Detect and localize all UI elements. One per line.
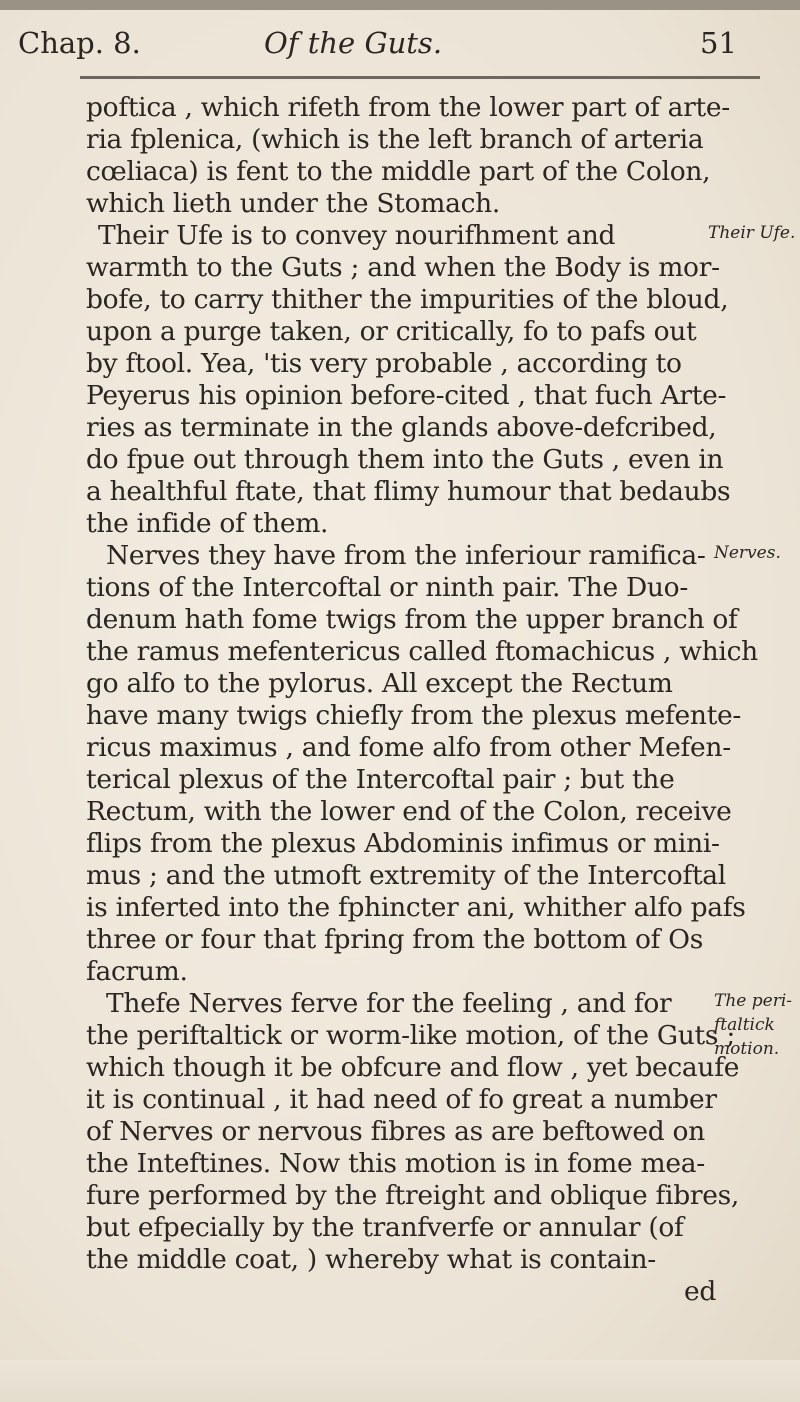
text-line: by ftool. Yea, 'tis very probable , according to [86, 348, 682, 379]
text-line: the infide of them. [86, 508, 329, 539]
text-line: the periftaltick or worm-like motion, of the Guts ; [86, 1020, 735, 1051]
page-bottom-edge [0, 1360, 800, 1402]
chapter-label: Chap. 8. [18, 26, 141, 60]
margin-note: Nerves. [714, 543, 781, 563]
text-line: bofe, to carry thither the impurities of the bloud, [86, 284, 729, 315]
margin-note: ftaltick [714, 1015, 775, 1035]
text-line: which lieth under the Stomach. [86, 188, 501, 219]
text-line: of Nerves or nervous fibres as are beftowed on [86, 1116, 705, 1147]
running-header [12, 12, 772, 72]
text-line: mus ; and the utmoft extremity of the Intercoftal [86, 860, 726, 891]
text-line: upon a purge taken, or critically, fo to pafs out [86, 316, 697, 347]
text-line: but efpecially by the tranfverfe or annular (of [86, 1212, 684, 1243]
text-line: warmth to the Guts ; and when the Body is mor- [86, 252, 720, 283]
text-line: it is continual , it had need of fo great a number [86, 1084, 717, 1115]
text-line: do fpue out through them into the Guts , even in [86, 444, 724, 475]
margin-note: motion. [714, 1039, 780, 1059]
text-line: Peyerus his opinion before-cited , that fuch Arte- [86, 380, 727, 411]
margin-note: Their Ufe. [708, 223, 796, 243]
text-line: Thefe Nerves ferve for the feeling , and for [106, 988, 672, 1019]
text-line: ria fplenica, (which is the left branch of arteria [86, 124, 704, 155]
text-line: cœliaca) is fent to the middle part of the Colon, [86, 156, 711, 187]
text-line: is inferted into the fphincter ani, whither alfo pafs [86, 892, 746, 923]
text-line: ries as terminate in the glands above-defcribed, [86, 412, 717, 443]
page-top-edge [0, 0, 800, 10]
text-line: terical plexus of the Intercoftal pair ; but the [86, 764, 675, 795]
catchword: ed [684, 1276, 717, 1307]
header-rule [80, 76, 760, 79]
text-line: tions of the Intercoftal or ninth pair. The Duo- [86, 572, 688, 603]
text-line: flips from the plexus Abdominis infimus or mini- [86, 828, 720, 859]
text-line: a healthful ftate, that flimy humour that bedaubs [86, 476, 731, 507]
text-line: the ramus mefentericus called ftomachicus , which [86, 636, 758, 667]
text-line: Their Ufe is to convey nourifhment and [98, 220, 616, 251]
text-line: Nerves they have from the inferiour ramifica- [106, 540, 706, 571]
text-line: the middle coat, ) whereby what is contain- [86, 1244, 656, 1275]
text-line: denum hath fome twigs from the upper branch of [86, 604, 738, 635]
text-line: ricus maximus , and fome alfo from other Mefen- [86, 732, 731, 763]
text-line: fure performed by the ftreight and oblique fibres, [86, 1180, 740, 1211]
text-line: poftica , which rifeth from the lower part of arte- [86, 92, 730, 123]
text-line: which though it be obfcure and flow , yet becaufe [86, 1052, 740, 1083]
text-line: go alfo to the pylorus. All except the Rectum [86, 668, 673, 699]
margin-note: The peri- [714, 991, 793, 1011]
running-title: Of the Guts. [264, 26, 443, 60]
text-line: three or four that fpring from the bottom of Os [86, 924, 704, 955]
page-number: 51 [700, 26, 737, 60]
text-line: facrum. [86, 956, 188, 987]
text-line: have many twigs chiefly from the plexus mefente- [86, 700, 742, 731]
text-line: the Inteftines. Now this motion is in fome mea- [86, 1148, 705, 1179]
text-line: Rectum, with the lower end of the Colon, receive [86, 796, 732, 827]
